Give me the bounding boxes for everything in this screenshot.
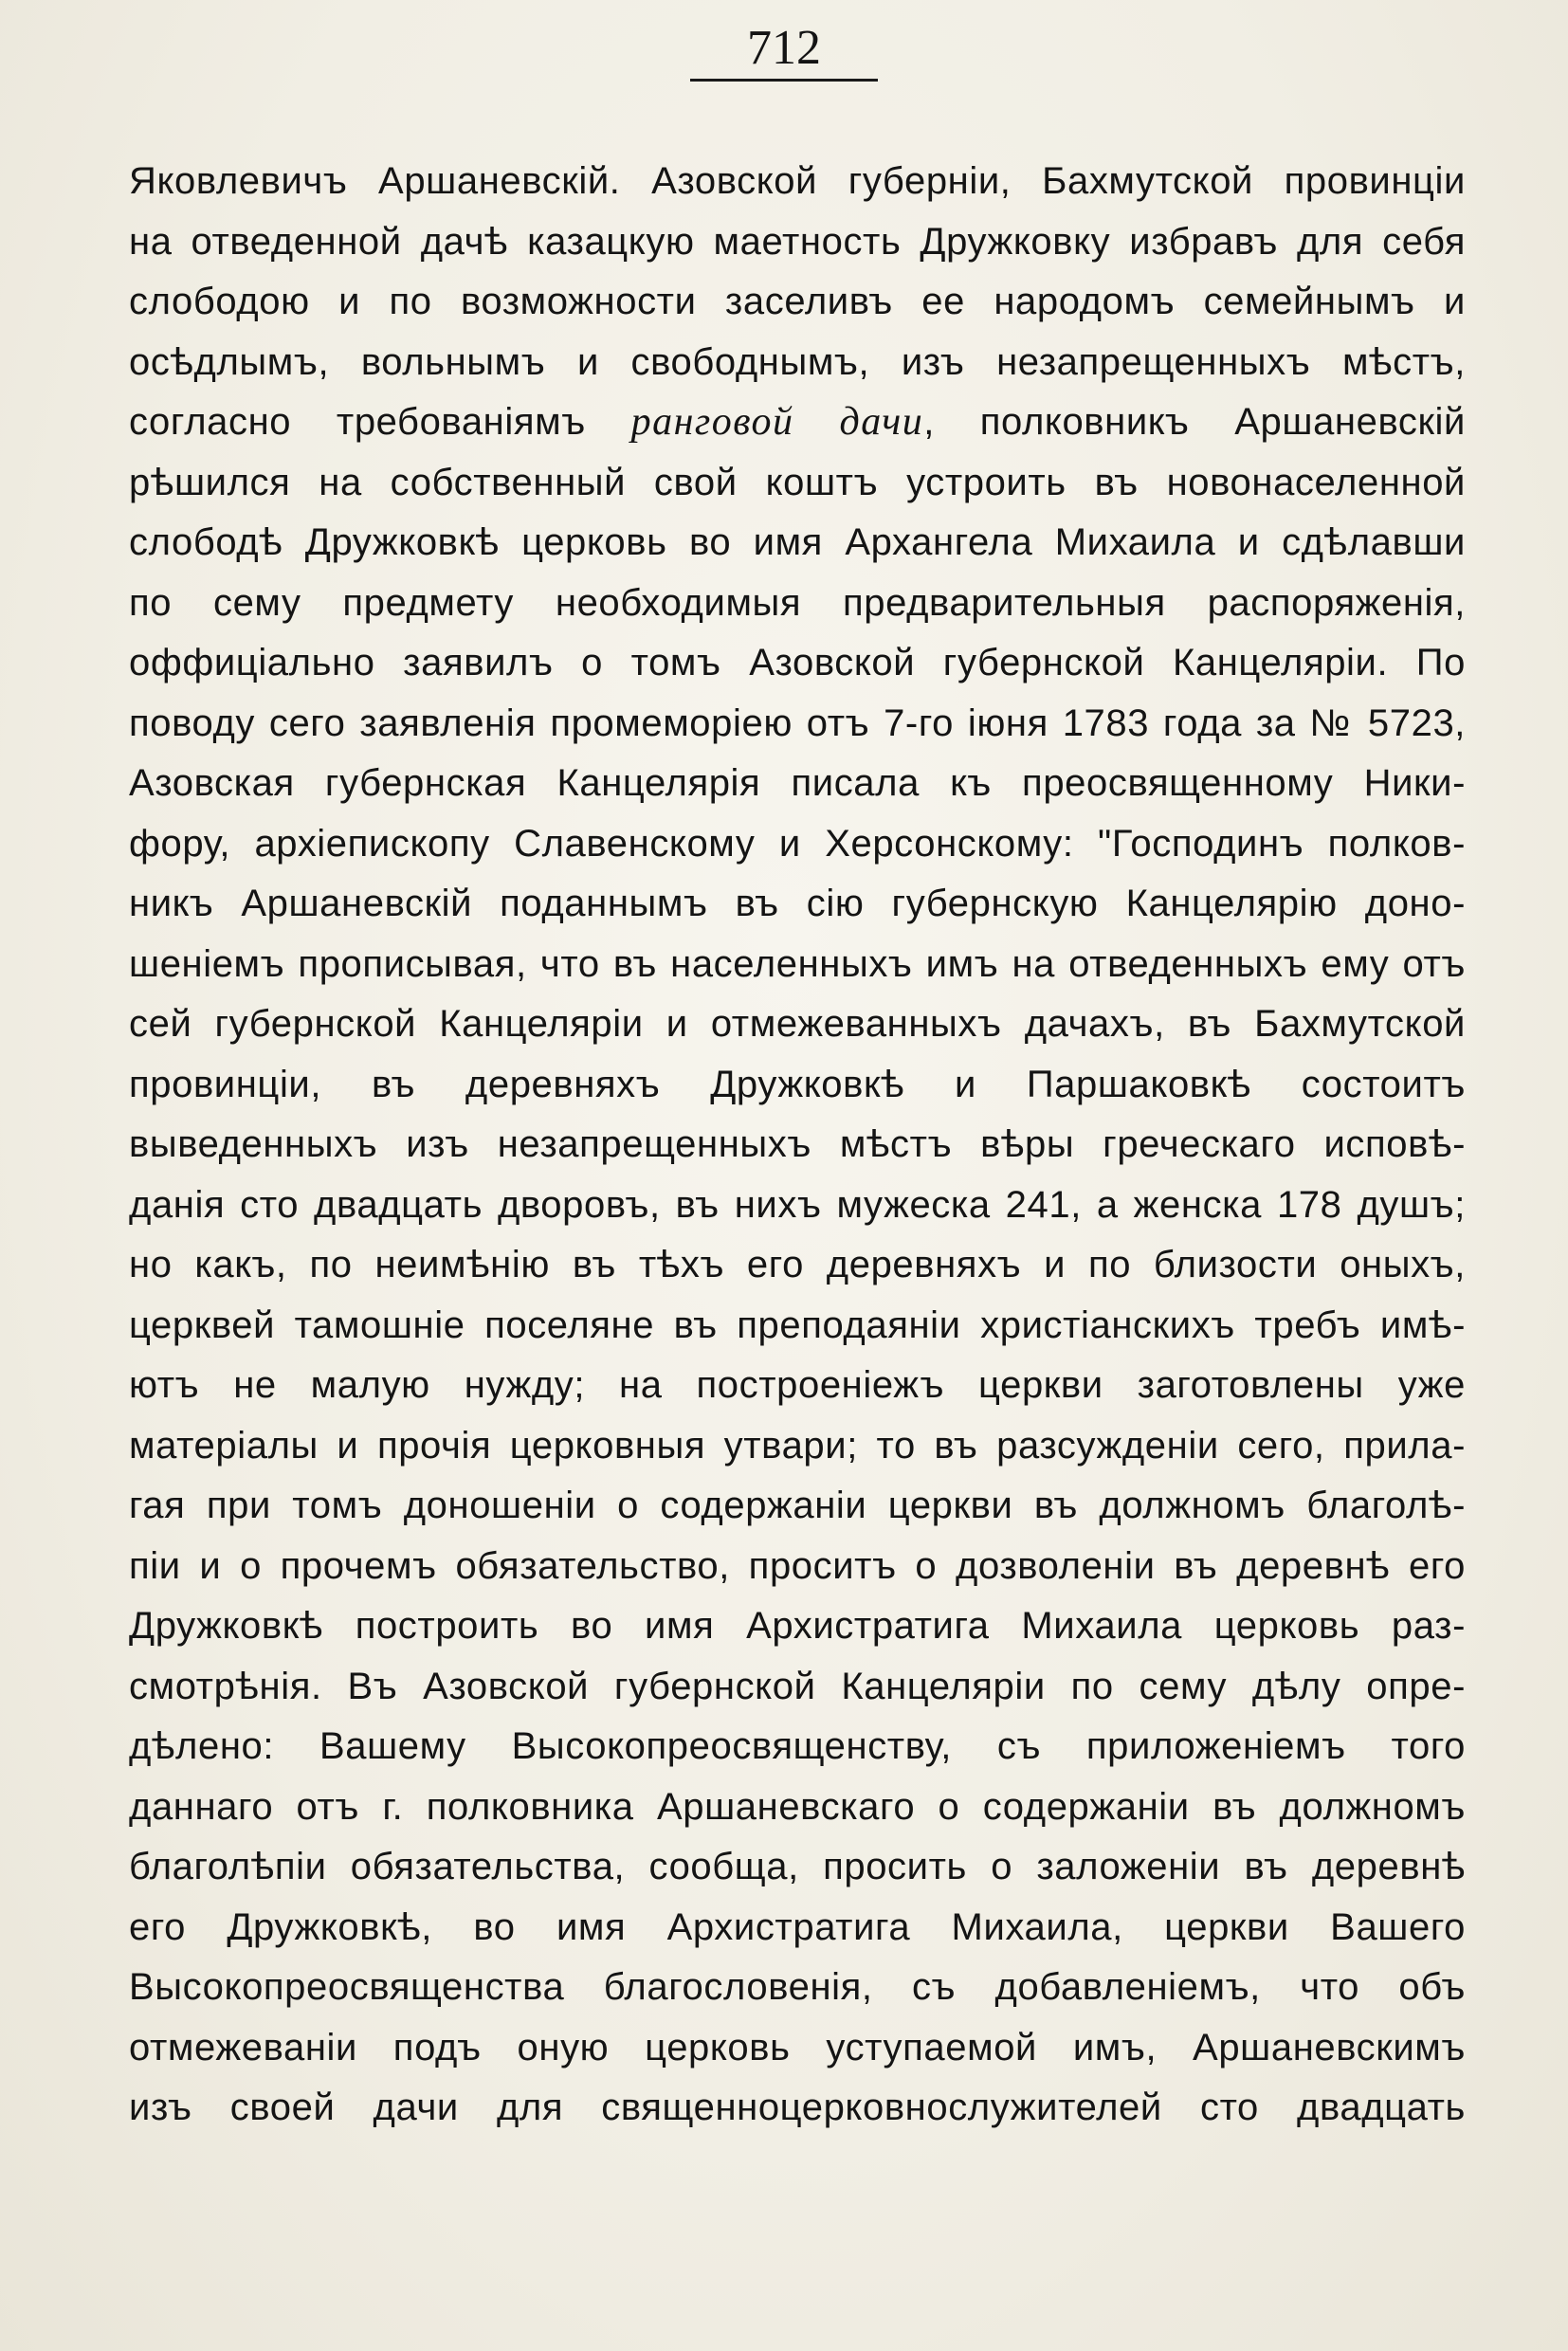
- italic-term: ранговой дачи: [630, 400, 924, 444]
- text-line: [129, 392, 1466, 453]
- text-line: отмежеваніи подъ оную церковь уступаемой имъ, Аршаневскимъ: [129, 2026, 1466, 2069]
- text-line: оффиціально заявилъ о томъ Азовской губернской Канцеляріи. По: [129, 642, 1466, 683]
- text-line: его Дружковкѣ, во имя Архистратига Михаила, церкви Вашего: [129, 1905, 1466, 1948]
- text-line: церквей тамошніе поселяне въ преподаяніи христіанскихъ требъ имѣ-: [129, 1303, 1466, 1346]
- text-line: провинціи, въ деревняхъ Дружковкѣ и Паршаковкѣ состоитъ: [129, 1063, 1466, 1105]
- text-line: Азовская губернская Канцелярія писала къ преосвященному Ники-: [129, 762, 1466, 804]
- text-line: выведенныхъ изъ незапрещенныхъ мѣстъ вѣры греческаго исповѣ-: [129, 1123, 1466, 1165]
- body-text: [129, 152, 1466, 2139]
- text-line: никъ Аршаневскій поданнымъ въ сію губернскую Канцелярію доно-: [129, 883, 1466, 924]
- text-line: Дружковкѣ построить во имя Архистратига Михаила церковь раз-: [129, 1605, 1466, 1647]
- text-line: поводу сего заявленія промеморіею отъ 7-го іюня 1783 года за № 5723,: [129, 702, 1466, 744]
- text-line: изъ своей дачи для священноцерковнослужителей сто двадцать: [129, 2087, 1466, 2128]
- page-number: 712: [690, 21, 878, 82]
- text-line: осѣдлымъ, вольнымъ и свободнымъ, изъ незапрещенныхъ мѣстъ,: [129, 340, 1466, 383]
- text-line: слободѣ Дружковкѣ церковь во имя Архангела Михаила и сдѣлавши: [129, 521, 1466, 563]
- text-line: данія сто двадцать дворовъ, въ нихъ мужеска 241, а женска 178 душъ;: [129, 1183, 1466, 1226]
- text-line: рѣшился на собственный свой коштъ устроить въ новонаселенной: [129, 461, 1466, 503]
- text-line: благолѣпіи обязательства, сообща, просить о заложеніи въ деревнѣ: [129, 1846, 1466, 1887]
- text-line: ютъ не малую нужду; на построеніежъ церкви заготовлены уже: [129, 1364, 1466, 1406]
- text-line: шеніемъ прописывая, что въ населенныхъ имъ на отведенныхъ ему отъ: [129, 942, 1466, 985]
- text-line: Высокопреосвященства благословенія, съ добавленіемъ, что объ: [129, 1966, 1466, 2008]
- text-line: дѣлено: Вашему Высокопреосвященству, съ приложеніемъ того: [129, 1725, 1466, 1767]
- text-line: піи и о прочемъ обязательство, проситъ о дозволеніи въ деревнѣ его: [129, 1544, 1466, 1587]
- page-header: [0, 21, 1568, 82]
- text-line: по сему предмету необходимыя предварительныя распоряженія,: [129, 581, 1466, 624]
- text-line: слободою и по возможности заселивъ ее народомъ семейнымъ и: [129, 281, 1466, 322]
- text-line: даннаго отъ г. полковника Аршаневскаго о содержаніи въ должномъ: [129, 1785, 1466, 1828]
- text-line: смотрѣнія. Въ Азовской губернской Канцеляріи по сему дѣлу опре-: [129, 1665, 1466, 1707]
- text-line: фору, архіепископу Славенскому и Херсонскому: "Господинъ полков-: [129, 822, 1466, 865]
- text-line: но какъ, по неимѣнію въ тѣхъ его деревняхъ и по близости оныхъ,: [129, 1244, 1466, 1285]
- text-line: на отведенной дачѣ казацкую маетность Дружковку избравъ для себя: [129, 220, 1466, 263]
- text-line: Яковлевичъ Аршаневскій. Азовской губерніи, Бахмутской провинціи: [129, 160, 1466, 202]
- text-line: матеріалы и прочія церковныя утвари; то въ разсужденіи сего, прила-: [129, 1424, 1466, 1467]
- text-line: гая при томъ доношеніи о содержаніи церкви въ должномъ благолѣ-: [129, 1485, 1466, 1526]
- text-segment: , полковникъ Аршаневскій: [923, 401, 1466, 443]
- text-line: сей губернской Канцеляріи и отмежеванныхъ дачахъ, въ Бахмутской: [129, 1003, 1466, 1045]
- text-segment: согласно требованіямъ: [129, 401, 631, 443]
